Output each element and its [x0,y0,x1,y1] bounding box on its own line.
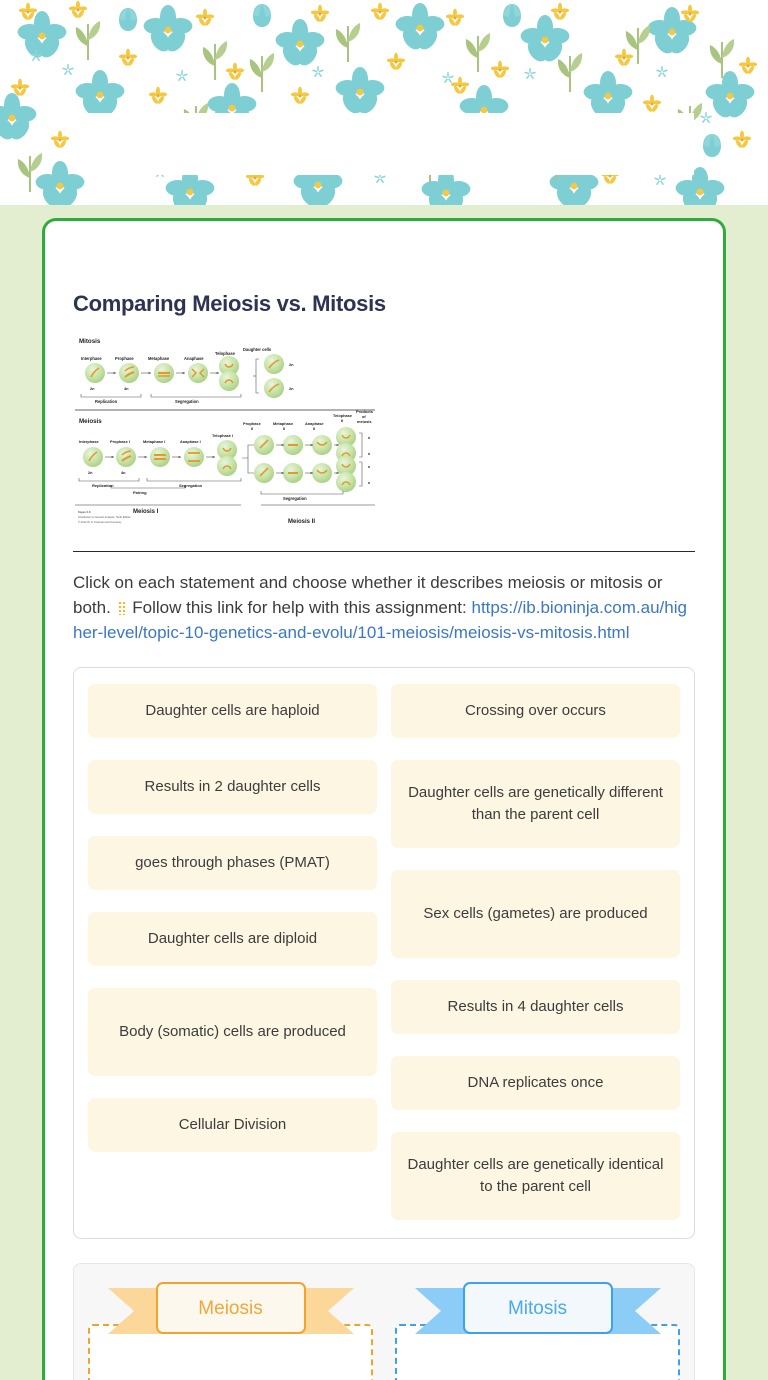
statement-card[interactable]: Body (somatic) cells are produced [88,988,377,1076]
svg-text:2n: 2n [289,386,294,391]
dropzones-panel [73,1263,695,1380]
svg-text:Prophase I: Prophase I [110,439,130,444]
svg-text:© 2012 W. H. Freeman and Compa: © 2012 W. H. Freeman and Company [78,521,122,524]
dropzone-label-mitosis: Mitosis [463,1282,613,1334]
worksheet-title-input[interactable] [82,113,694,175]
svg-text:Meiosis: Meiosis [79,418,102,425]
svg-text:Products: Products [356,409,373,414]
svg-text:Introduction to Genetic Analys: Introduction to Genetic Analysis, Tenth Edition [78,516,131,519]
dropzone-mitosis[interactable] [395,1282,680,1380]
svg-text:Telophase I: Telophase I [212,433,234,438]
svg-text:Replication: Replication [92,483,114,488]
svg-text:Mitosis: Mitosis [79,338,101,345]
statement-card[interactable]: Daughter cells are haploid [88,684,377,738]
svg-text:Anaphase I: Anaphase I [180,439,201,444]
svg-text:n: n [368,452,371,456]
svg-text:Interphase: Interphase [81,356,102,361]
svg-text:Metaphase: Metaphase [148,356,170,361]
svg-text:Figure 2-8: Figure 2-8 [78,511,91,514]
instructions-block [73,570,695,645]
dropzone-label-meiosis: Meiosis [156,1282,306,1334]
svg-text:Telophase: Telophase [215,351,235,356]
meiosis-mitosis-figure-icon [75,333,375,529]
svg-text:Anaphase: Anaphase [305,421,324,426]
statement-card[interactable]: Cellular Division [88,1098,377,1152]
statement-card[interactable]: Sex cells (gametes) are produced [391,870,680,958]
svg-text:II: II [283,426,286,431]
dotted-divider-icon [118,600,126,615]
instructions-line-2: Follow this link for help with this assignment: [132,598,467,617]
svg-text:Interphase: Interphase [79,439,99,444]
svg-text:Daughter cells: Daughter cells [243,347,272,352]
statement-card[interactable]: Results in 4 daughter cells [391,980,680,1034]
svg-text:Metaphase I: Metaphase I [143,439,166,444]
statement-card[interactable]: Daughter cells are genetically different than the parent cell [391,760,680,848]
svg-text:Segregation: Segregation [179,483,203,488]
meiosis-mitosis-diagram [75,333,375,529]
svg-text:2n: 2n [90,386,95,391]
statement-card[interactable]: DNA replicates once [391,1056,680,1110]
worksheet-card [42,218,726,1380]
svg-text:4n: 4n [121,470,126,475]
svg-text:Meiosis II: Meiosis II [288,519,316,525]
svg-text:Segregation: Segregation [283,496,307,501]
svg-text:n: n [368,465,371,469]
svg-text:n: n [368,436,371,440]
svg-text:Metaphase: Metaphase [273,421,294,426]
svg-text:II: II [251,426,254,431]
statement-card[interactable]: Crossing over occurs [391,684,680,738]
svg-text:Prophase: Prophase [243,421,261,426]
statements-right-column [391,684,680,1220]
svg-text:2n: 2n [289,362,294,367]
svg-text:Telophase: Telophase [333,413,352,418]
svg-text:Pairing: Pairing [133,490,147,495]
svg-text:Segregation: Segregation [175,399,199,404]
statement-card[interactable]: Results in 2 daughter cells [88,760,377,814]
svg-text:II: II [313,426,316,431]
svg-text:II: II [341,418,344,423]
statement-card[interactable]: Daughter cells are genetically identical to the parent cell [391,1132,680,1220]
dropzone-meiosis[interactable] [88,1282,373,1380]
page-title: Comparing Meiosis vs. Mitosis [73,291,386,316]
svg-text:2n: 2n [88,470,93,475]
svg-text:Replication: Replication [95,399,118,404]
svg-text:Meiosis I: Meiosis I [133,509,159,515]
instructions-line-1: Click on each statement and choose whether it describes meiosis or mitosis or both. [73,573,663,617]
svg-text:of: of [362,414,366,419]
svg-text:4n: 4n [124,386,129,391]
svg-text:Anaphase: Anaphase [184,356,204,361]
statements-left-column [88,684,377,1220]
section-divider [73,551,695,552]
statements-panel [73,667,695,1239]
floral-header-band [0,0,768,205]
statement-card[interactable]: goes through phases (PMAT) [88,836,377,890]
svg-text:n: n [368,481,371,485]
svg-text:Prophase: Prophase [115,356,134,361]
help-link[interactable]: https://ib.bioninja.com.au/higher-level/topic-10-genetics-and-evolu/101-meiosis/meiosis-vs-mitosis.html [73,598,687,642]
statement-card[interactable]: Daughter cells are diploid [88,912,377,966]
svg-text:meiosis: meiosis [357,419,372,424]
